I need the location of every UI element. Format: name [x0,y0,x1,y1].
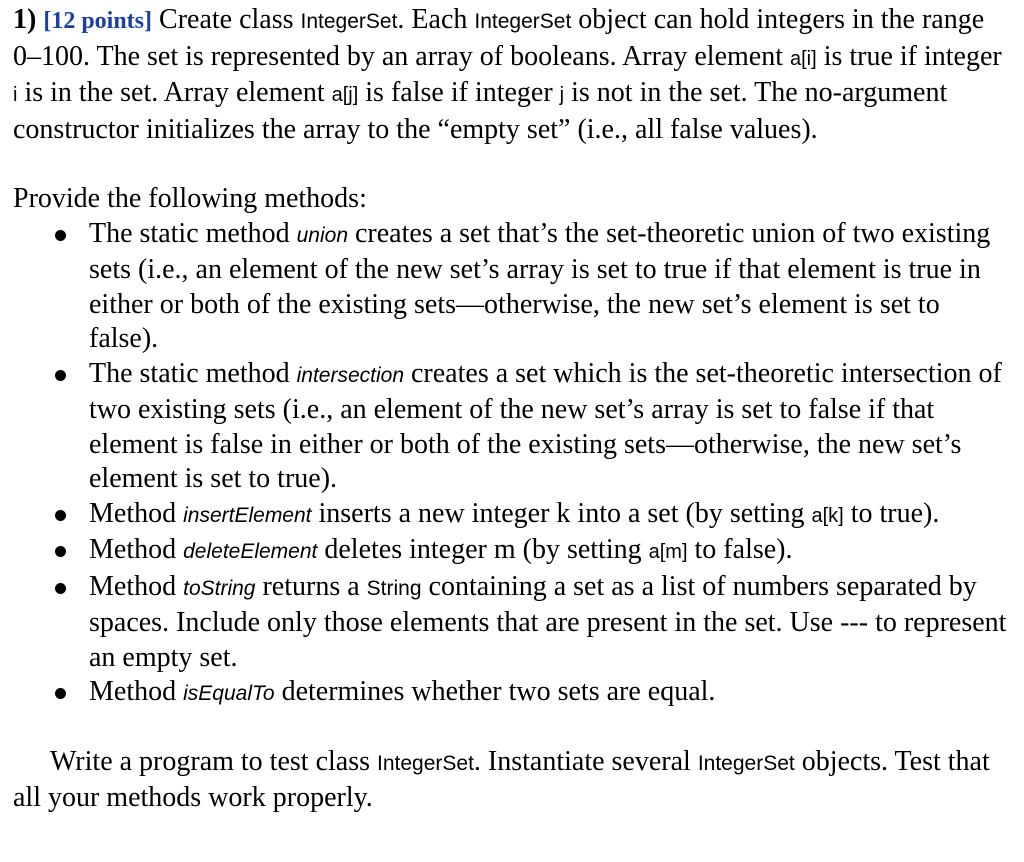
bullet-icon [55,583,66,594]
array-element-code: a[i] [790,47,817,70]
class-name-code: IntegerSet [377,751,474,775]
method-name: isEqualTo [183,682,275,705]
variable-code: i [13,84,18,106]
class-name-code: IntegerSet [474,10,572,33]
bullet-icon [55,688,66,699]
text-segment: is in the set. Array element [24,77,325,108]
array-element-code: a[k] [811,504,844,527]
question-document [13,3,1013,816]
text-segment: Method [89,497,177,529]
methods-list [13,217,1013,712]
array-element-code: a[j] [331,84,359,106]
method-name: deleteElement [183,540,318,563]
list-item [13,675,1013,712]
final-instructions [13,745,1013,816]
text-segment: Method [89,570,177,602]
text-segment: The static method [89,217,290,249]
text-segment: to true). [850,497,940,529]
list-item [13,497,1013,534]
method-description: creates a set which is the set-theoretic intersection of two existing sets (i.e., an element of the new set’s array is set to false if that element is false in either or both of the existing sets—otherwise, the new set’s element is set to true). [89,357,1002,494]
methods-intro: Provide the following methods: [13,183,367,214]
array-element-code: a[m] [648,541,688,563]
question-number: 1) [13,4,37,35]
method-name: intersection [296,363,404,387]
list-item [13,533,1013,570]
method-description: returns a [262,570,360,602]
list-item [13,217,1013,357]
text-segment: is false if integer [365,77,553,108]
bullet-icon [55,546,66,557]
class-name-code: IntegerSet [300,10,398,33]
method-description: deletes integer m (by setting [324,534,642,565]
method-name: insertElement [183,503,312,527]
bullet-icon [55,230,66,241]
method-description: inserts a new integer k into a set (by setting [318,497,805,529]
text-segment: is not in the set. The no-argument constructor initializes the array to the “empty set” (i.e., all false values). [13,77,948,145]
class-name-code: IntegerSet [697,751,795,775]
text-segment: The static method [89,357,290,389]
text-segment: Method [89,676,177,707]
method-name: union [296,223,348,247]
method-description: creates a set that’s the set-theoretic union of two existing sets (i.e., an element of the new set’s array is set to true if that element is true in either or both of the existing sets—otherwise, the new set’s element is set to false). [89,217,991,354]
text-segment: Write a program to test class [50,745,370,777]
question-description [13,3,1013,147]
text-segment: Create class [159,4,294,35]
list-item [13,357,1013,497]
text-segment: objects. Test that all your methods work properly. [13,745,990,813]
text-segment: containing a set as a list of numbers separated by spaces. Include only those elements that are present in the set. Use --- to represent an empty set. [89,570,1007,673]
method-description: determines whether two sets are equal. [281,676,716,707]
method-name: toString [183,576,256,600]
bullet-icon [55,370,66,381]
type-name-code: String [366,576,422,600]
text-segment: to false). [694,534,793,565]
text-segment: is true if integer [823,40,1002,72]
bullet-icon [55,510,66,521]
question-points: [12 points] [43,8,153,34]
text-segment: . Instantiate several [473,745,691,777]
text-segment: Method [89,534,177,565]
text-segment: . Each [397,4,468,35]
variable-code: j [559,84,565,106]
text-segment: object can hold integers in the range 0–100. The set is represented by an array of booleans. Array element [13,4,985,72]
list-item [13,570,1013,676]
